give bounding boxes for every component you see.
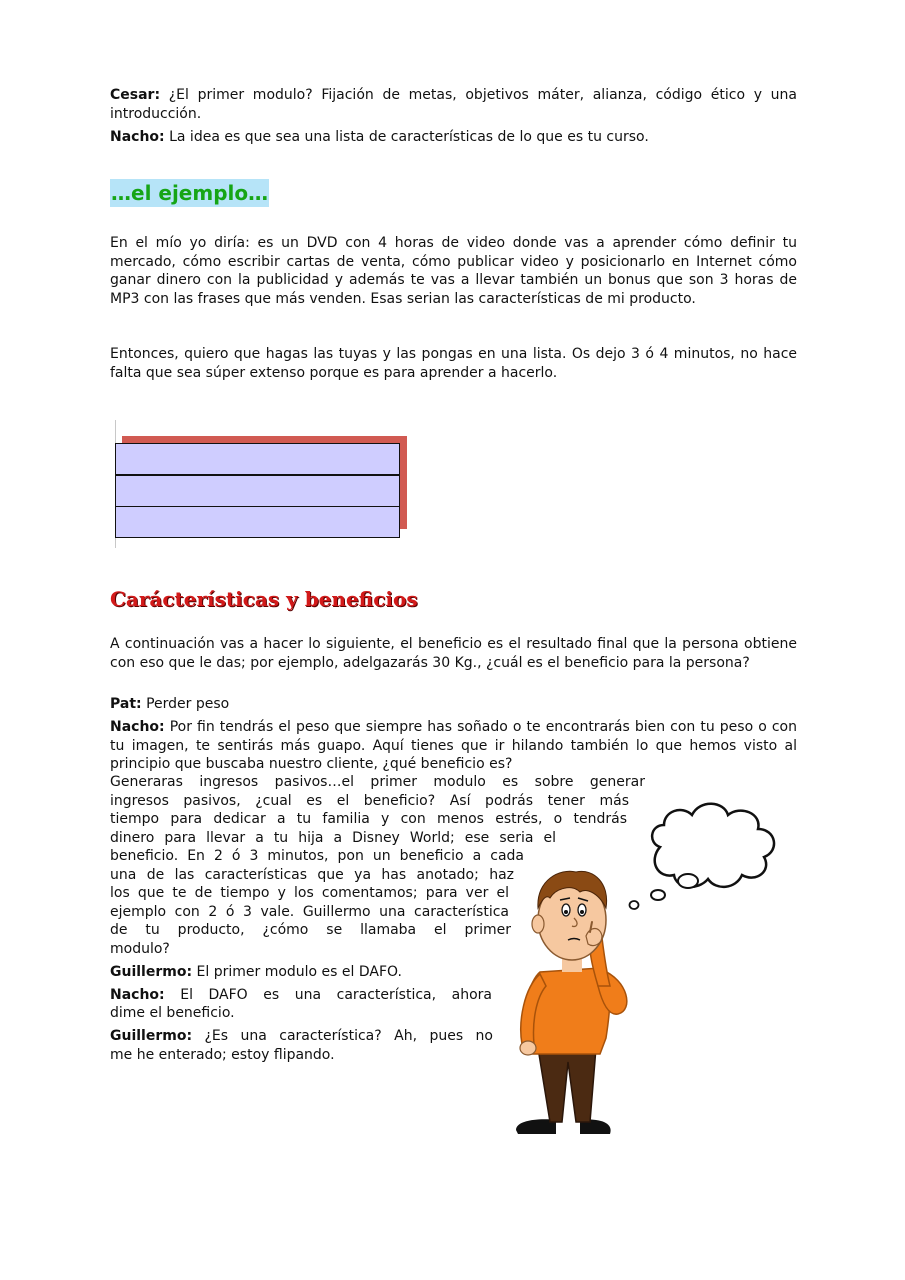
dialog-text: Por fin tendrás el peso que siempre has soñado o te encontrarás bien con tu peso o con tu imagen, te sentirás más guapo. Aquí tienes que ir hilando también lo que hemos visto al principio que buscaba nuestro cliente, ¿qué beneficio es? [110, 719, 797, 773]
dialog-guillermo [110, 963, 510, 982]
dialog-text-continued: me he enterado; estoy flipando. [110, 1047, 335, 1063]
wrapped-line: dinero para llevar a tu hija a Disney World; ese seria el [110, 830, 556, 846]
speaker-label: Nacho: [110, 719, 165, 735]
dialog-nacho [110, 128, 797, 147]
graphic-row [115, 443, 400, 475]
wrapped-line: Generaras ingresos pasivos…el primer modulo es sobre generar [110, 774, 645, 790]
graphic-row [115, 475, 400, 507]
wrapped-line: modulo? [110, 941, 170, 957]
wrapped-line: de tu producto, ¿cómo se llamaba el primer [110, 922, 511, 938]
speaker-label: Cesar: [110, 87, 161, 103]
speaker-label: Nacho: [110, 987, 165, 1003]
speaker-label: Guillermo: [110, 1028, 193, 1044]
dialog-nacho-short [110, 986, 492, 1005]
dialog-text: Perder peso [141, 696, 230, 712]
example-paragraph: Entonces, quiero que hagas las tuyas y las pongas en una lista. Os dejo 3 ó 4 minutos, no hace falta que sea súper extenso porque es para aprender a hacerlo. [110, 346, 797, 381]
section-heading-features: Carácterísticas y beneficios [110, 587, 418, 611]
wrapped-line: beneficio. En 2 ó 3 minutos, pon un beneficio a cada [110, 848, 524, 864]
speaker-label: Guillermo: [110, 964, 193, 980]
dialog-text: La idea es que sea una lista de características de lo que es tu curso. [164, 129, 649, 145]
dialog-guillermo-2 [110, 1027, 493, 1046]
example-paragraph: En el mío yo diría: es un DVD con 4 horas de video donde vas a aprender cómo definir tu mercado, cómo escribir cartas de venta, cómo publicar video y posicionarlo en Internet cómo ganar dinero con la publicidad y además te vas a llevar también un bonus que son 3 horas de MP3 con las frases que más venden. Esas serian las características de mi producto. [110, 235, 797, 307]
dialog-pat [110, 695, 797, 714]
dialog-text-continued: dime el beneficio. [110, 1005, 235, 1021]
dialog-text: El primer modulo es el DAFO. [192, 964, 402, 980]
dialog-nacho-long [110, 718, 797, 774]
wrapped-line: tiempo para dedicar a tu familia y con menos estrés, o tendrás [110, 811, 627, 827]
features-intro: A continuación vas a hacer lo siguiente, el beneficio es el resultado final que la persona obtiene con eso que le das; por ejemplo, adelgazarás 30 Kg., ¿cuál es el beneficio para la persona? [110, 636, 797, 671]
section-heading-example: …el ejemplo… [111, 181, 269, 205]
dialog-cesar [110, 86, 797, 123]
wrapped-line: una de las características que ya has anotado; haz [110, 867, 514, 883]
dialog-text: ¿El primer modulo? Fijación de metas, objetivos máter, alianza, código ético y una introducción. [110, 87, 797, 122]
graphic-row [115, 506, 400, 538]
wrapped-line: ejemplo con 2 ó 3 vale. Guillermo una característica [110, 904, 509, 920]
dialog-text: El DAFO es una característica, ahora [164, 987, 492, 1003]
speaker-label: Nacho: [110, 129, 165, 145]
wrapped-line: ingresos pasivos, ¿cual es el beneficio? Así podrás tener más [110, 793, 629, 809]
speaker-label: Pat: [110, 696, 142, 712]
dialog-text: ¿Es una característica? Ah, pues no [192, 1028, 493, 1044]
wrapped-line: los que te de tiempo y los comentamos; para ver el [110, 885, 509, 901]
thinking-man-icon [510, 862, 650, 1144]
